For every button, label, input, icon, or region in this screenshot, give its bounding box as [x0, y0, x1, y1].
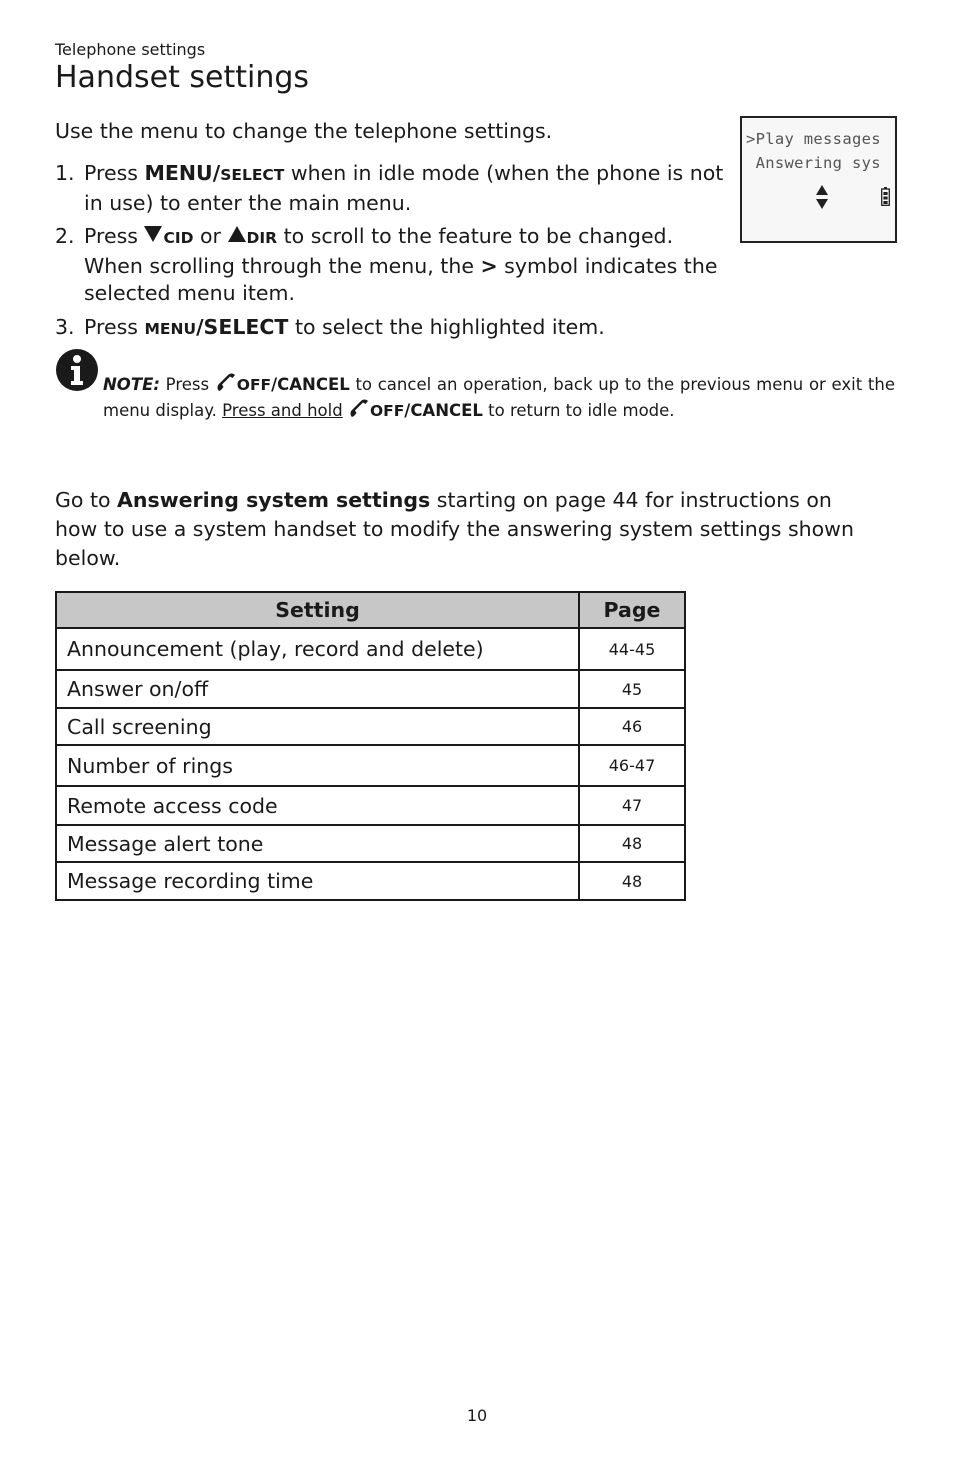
- step-number: 1.: [55, 161, 75, 185]
- note-box: [55, 348, 895, 424]
- cid-key-label: CID: [163, 229, 194, 247]
- step-number: 2.: [55, 224, 75, 248]
- table-row: [56, 745, 685, 786]
- step-text-part: Press: [84, 161, 145, 185]
- setting-cell: Announcement (play, record and delete): [56, 628, 579, 670]
- step-text-part: to scroll to the feature to be changed. When scrolling through the menu, the: [84, 224, 674, 278]
- phone-off-icon: [215, 373, 237, 393]
- step-text-part: to select the highlighted item.: [288, 314, 605, 339]
- off-key-label: OFF: [369, 402, 405, 420]
- reference-text-part: Go to: [55, 488, 118, 512]
- setting-cell: Call screening: [56, 708, 579, 745]
- setting-cell: Number of rings: [56, 745, 579, 786]
- step-text-part: when in idle mode (when the phone is not in use) to enter the main menu.: [84, 161, 724, 215]
- page-cell: 45: [579, 670, 685, 708]
- handset-display: [740, 116, 897, 243]
- step-text-part: Press: [84, 224, 145, 248]
- setting-cell: Answer on/off: [56, 670, 579, 708]
- section-label: Telephone settings: [55, 40, 206, 59]
- select-key-label: /SELECT: [196, 314, 289, 339]
- reference-text-part: starting on page 44 for instructions on how to use a system handset to modify the answering system settings shown below.: [55, 488, 854, 570]
- note-text-part: to return to idle mode.: [482, 401, 675, 420]
- step-text-part: symbol indicates the selected menu item.: [84, 253, 718, 305]
- info-icon: [55, 348, 99, 392]
- setting-cell: Message recording time: [56, 862, 579, 900]
- down-arrow-icon: [144, 226, 162, 242]
- cancel-key-label: /CANCEL: [404, 401, 483, 420]
- dir-key-label: DIR: [246, 229, 278, 247]
- note-text-part: Press: [159, 375, 215, 394]
- page-cell: 44-45: [579, 628, 685, 670]
- setting-column-header: Setting: [56, 592, 579, 628]
- up-down-arrows-icon: [815, 184, 829, 210]
- page-column-header: Page: [579, 592, 685, 628]
- reference-paragraph: [55, 486, 875, 573]
- off-key-label: OFF: [236, 376, 272, 394]
- note-label: NOTE:: [103, 375, 160, 394]
- page-number: 10: [466, 1406, 488, 1425]
- selector-symbol: >: [480, 253, 498, 278]
- settings-table: [55, 591, 686, 901]
- step-text-part: Press: [84, 314, 145, 339]
- step-2: [55, 223, 725, 308]
- table-row: [56, 862, 685, 900]
- cancel-key-label: /CANCEL: [271, 375, 350, 394]
- table-row: [56, 670, 685, 708]
- phone-off-icon: [348, 399, 370, 419]
- table-row: [56, 708, 685, 745]
- display-line-1: >Play messages: [746, 130, 881, 148]
- step-number: 3.: [55, 314, 75, 339]
- note-text: [103, 348, 895, 424]
- page-cell: 48: [579, 825, 685, 862]
- step-text-part: or: [193, 224, 228, 248]
- intro-text: Use the menu to change the telephone settings.: [55, 119, 553, 143]
- table-row: [56, 825, 685, 862]
- select-key-label: SELECT: [220, 166, 285, 184]
- page-title: Handset settings: [55, 60, 310, 95]
- page-cell: 47: [579, 786, 685, 825]
- step-1: [55, 160, 725, 217]
- answering-system-settings-reference: Answering system settings: [117, 488, 431, 512]
- menu-key-label: MENU: [144, 319, 197, 338]
- table-row: [56, 628, 685, 670]
- table-header-row: [56, 592, 685, 628]
- page-cell: 46: [579, 708, 685, 745]
- press-and-hold-text: Press and hold: [222, 401, 343, 420]
- steps-list: [55, 160, 725, 349]
- setting-cell: Remote access code: [56, 786, 579, 825]
- table-row: [56, 786, 685, 825]
- battery-icon: [881, 187, 890, 206]
- menu-key-label: MENU/: [144, 161, 221, 185]
- display-line-2: Answering sys: [746, 154, 881, 172]
- step-3: [55, 314, 725, 344]
- up-arrow-icon: [228, 226, 246, 242]
- step-text: [84, 223, 725, 308]
- page-cell: 46-47: [579, 745, 685, 786]
- step-text: [84, 160, 725, 217]
- page-cell: 48: [579, 862, 685, 900]
- setting-cell: Message alert tone: [56, 825, 579, 862]
- step-text: [84, 314, 725, 344]
- note-text-part: to cancel an operation, back up to the previous menu or exit the menu display.: [103, 375, 895, 420]
